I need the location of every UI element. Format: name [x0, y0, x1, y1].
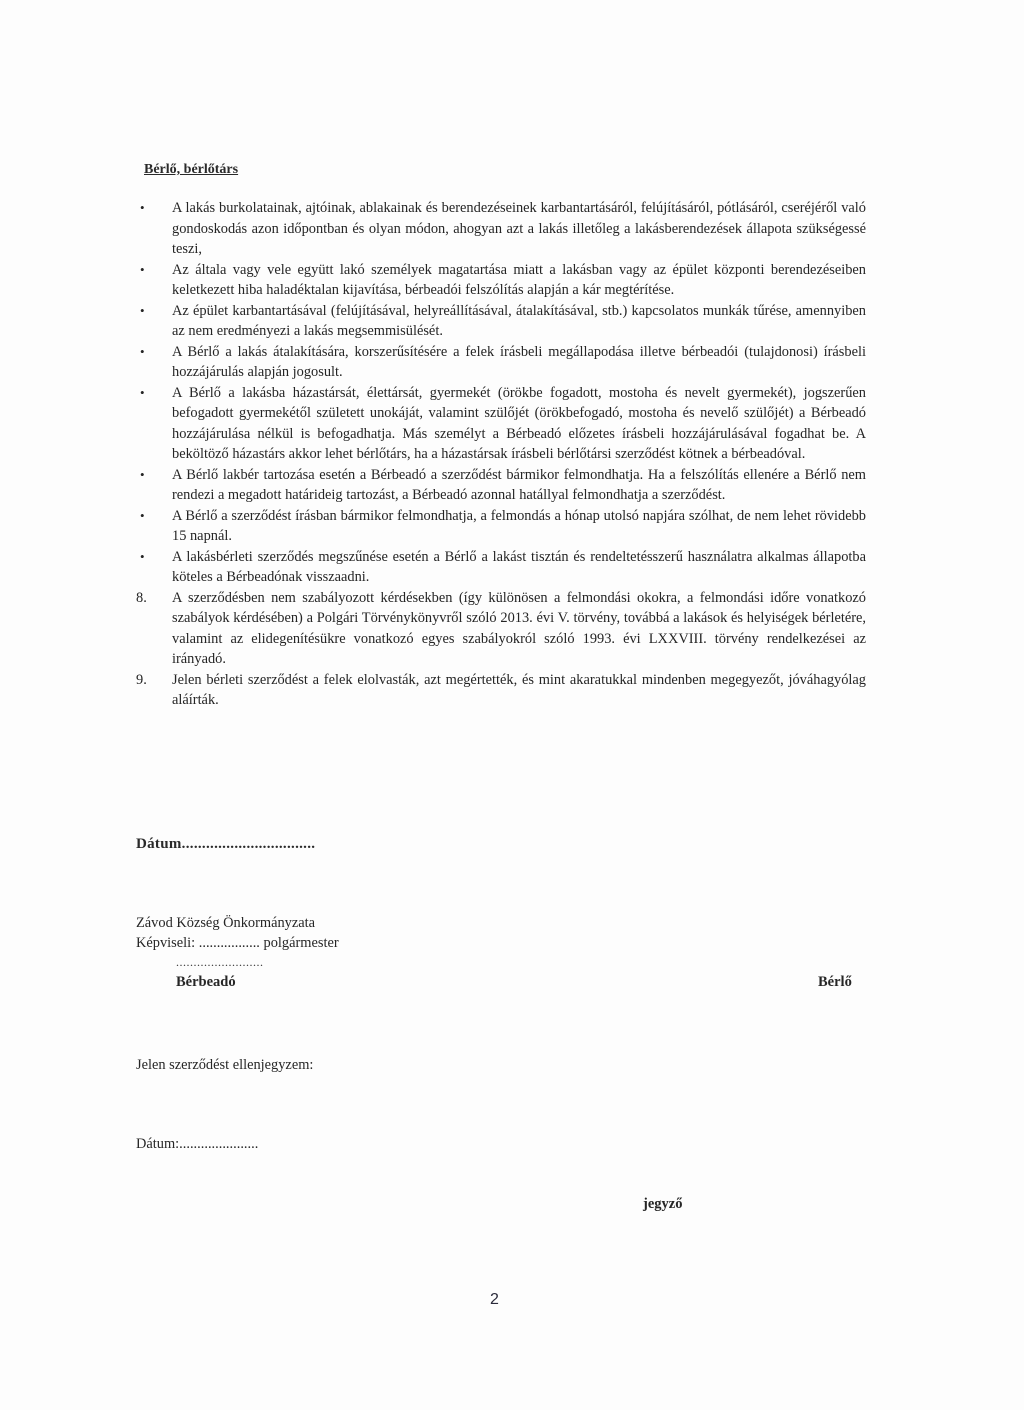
list-item-text: Jelen bérleti szerződést a felek elolvasták, azt megértették, és mint akaratukkal mindenben megegyezőt, jóváhagyólag aláírták. [172, 671, 866, 708]
clause-list [136, 198, 866, 711]
notary-label: jegyző [643, 1196, 683, 1212]
list-item [136, 547, 866, 588]
landlord-label: Bérbeadó [176, 974, 236, 990]
list-item-text: A Bérlő a szerződést írásban bármikor felmondhatja, a felmondás a hónap utolsó napjára szólhat, de nem lehet rövidebb 15 napnál. [172, 507, 866, 544]
list-item [136, 198, 866, 260]
countersign-date: Dátum:...................... [136, 1136, 259, 1152]
list-item-text: Az általa vagy vele együtt lakó személyek magatartása miatt a lakásban vagy az épület központi berendezéseiben keletkezett hiba haladéktalan kijavítása, bérbeadói felszólítás alapján a kár megtérítése. [172, 261, 866, 298]
landlord-block [136, 913, 339, 953]
countersign-text: Jelen szerződést ellenjegyzem: [136, 1057, 314, 1073]
bullet-marker: • [140, 343, 145, 359]
number-marker: 8. [136, 589, 147, 606]
list-item [136, 670, 866, 711]
bullet-marker: • [140, 200, 145, 215]
list-item-text: A szerződésben nem szabályozott kérdésekben (így különösen a felmondási okokra, a felmondási időre vonatkozó szabályok kérdésében) a Polgári Törvénykönyvről szóló 2013. évi V. törvény, továbbá a lakások és helyiségek bérletére, valamint az elidegenítésükre vonatkozó egyes szabályokról szóló 1993. évi LXXVIII. törvény rendelkezései az irányadó. [172, 589, 866, 667]
signature-line: ......................... [176, 955, 264, 969]
bullet-marker: • [140, 302, 145, 318]
list-item [136, 588, 866, 670]
list-item-text: A lakás burkolatainak, ajtóinak, ablakainak és berendezéseinek karbantartásáról, felújításáról, pótlásáról, cseréjéről való gondoskodás azon időpontban és olyan módon, ahogyan azt a lakás illetőleg a lakásberendezések állapota szükségessé teszi, [172, 200, 866, 257]
list-item-text: A Bérlő lakbér tartozása esetén a Bérbeadó a szerződést bármikor felmondhatja. Ha a felszólítás ellenére a Bérlő nem rendezi a megadott határideig tartozást, a Bérbeadó azonnal hatállyal felmondhatja a szerződést. [172, 466, 866, 503]
bullet-marker: • [140, 261, 145, 277]
list-item [136, 301, 866, 342]
list-item-text: A Bérlő a lakás átalakítására, korszerűsítésére a felek írásbeli megállapodása illetve bérbeadói (tulajdonosi) írásbeli hozzájárulás alapján jogosult. [172, 343, 866, 380]
tenant-label: Bérlő [818, 974, 852, 990]
list-item [136, 506, 866, 547]
date-line: Dátum................................. [136, 836, 316, 852]
list-item [136, 383, 866, 465]
page-number: 2 [490, 1291, 499, 1308]
org-name: Závod Község Önkormányzata [136, 915, 316, 931]
list-item-text: A lakásbérleti szerződés megszűnése esetén a Bérlő a lakást tisztán és rendeltetésszerű használatra alkalmas állapotba köteles a Bérbeadónak visszaadni. [172, 548, 866, 585]
list-item [136, 260, 866, 301]
section-heading: Bérlő, bérlőtárs [144, 162, 239, 177]
list-item [136, 465, 866, 506]
bullet-marker: • [140, 466, 145, 482]
list-item-text: A Bérlő a lakásba házastársát, élettársát, gyermekét (örökbe fogadott, mostoha és nevelt gyermekét), jogszerűen befogadott gyermekétől született unokáját, valamint szülőjét (örökbefogadó, mostoha és nevelő szülőjét) a Bérbeadó hozzájárulása nélkül is befogadhatja. Más személyt a Bérbeadó előzetes írásbeli hozzájárulásával fogadhat be. A beköltöző házastárs akkor lehet bérlőtárs, ha a házastársak írásbeli bérlőtársi szerződést kötnek a bérbeadóval. [172, 384, 866, 462]
list-item-text: Az épület karbantartásával (felújításával, helyreállításával, átalakításával, stb.) kapcsolatos munkák tűrése, amennyiben az nem eredményezi a lakás megsemmisülését. [172, 302, 866, 339]
list-item [136, 342, 866, 383]
number-marker: 9. [136, 671, 147, 688]
bullet-marker: • [140, 507, 145, 523]
bullet-marker: • [140, 384, 145, 400]
representative-line: Képviseli: ................. polgármester [136, 935, 339, 951]
bullet-marker: • [140, 548, 145, 564]
